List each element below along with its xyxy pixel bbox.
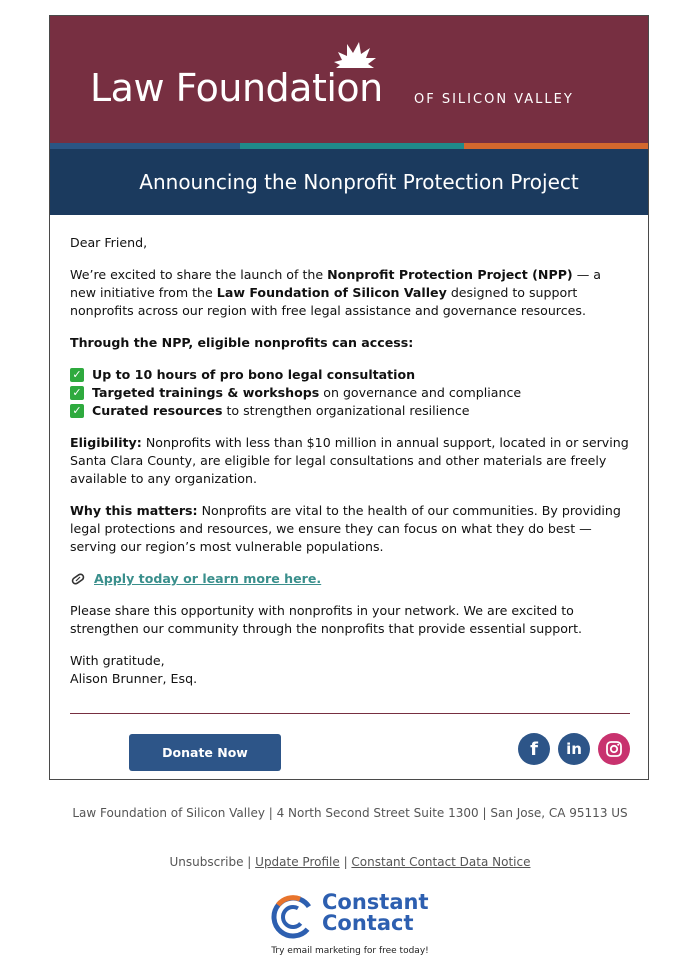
instagram-icon[interactable] — [598, 733, 630, 765]
footer-links: Unsubscribe | Update Profile | Constant Contact Data Notice — [169, 855, 531, 869]
constant-contact-tagline[interactable]: Try email marketing for free today! — [271, 946, 429, 956]
checkmark-icon: ✓ — [70, 404, 84, 418]
email-body — [70, 234, 630, 688]
email-card — [49, 15, 649, 780]
list-item: ✓ Up to 10 hours of pro bono legal consultation — [70, 366, 630, 384]
footer-address: Law Foundation of Silicon Valley | 4 North Second Street Suite 1300 | San Jose, CA 95113 US — [72, 806, 628, 820]
announcement-title: Announcing the Nonprofit Protection Project — [139, 170, 579, 194]
greeting: Dear Friend, — [70, 235, 148, 250]
linkedin-icon[interactable]: in — [558, 733, 590, 765]
share-paragraph: Please share this opportunity with nonprofits in your network. We are excited to strengthen our community through the nonprofits that provide essential support. — [70, 603, 583, 636]
header-banner — [50, 16, 648, 146]
list-item: ✓ Curated resources to strengthen organizational resilience — [70, 402, 630, 420]
constant-contact-logo-icon[interactable] — [270, 893, 320, 939]
announcement-banner — [50, 149, 648, 215]
access-heading: Through the NPP, eligible nonprofits can access: — [70, 335, 414, 350]
checkmark-icon: ✓ — [70, 368, 84, 382]
why-paragraph: Why this matters: Nonprofits are vital to the health of our communities. By providing legal protections and resources, we ensure they can focus on what they do best — serving our region’s most vulnerable populations. — [70, 503, 621, 554]
update-profile-link[interactable]: Update Profile — [255, 855, 340, 869]
checkmark-icon: ✓ — [70, 386, 84, 400]
logo-subtitle: OF SILICON VALLEY — [414, 92, 574, 107]
apply-line — [70, 570, 630, 588]
closing-block: With gratitude, Alison Brunner, Esq. — [70, 653, 198, 686]
facebook-icon[interactable]: f — [518, 733, 550, 765]
paperclip-icon — [70, 571, 86, 587]
signature: Alison Brunner, Esq. — [70, 671, 198, 686]
divider — [70, 713, 630, 714]
apply-link[interactable]: Apply today or learn more here. — [94, 571, 322, 586]
unsubscribe-link[interactable]: Unsubscribe — [169, 855, 244, 869]
eligibility-paragraph: Eligibility: Nonprofits with less than $10 million in annual support, located in or serving Santa Clara County, are eligible for legal consultations and other materials are freely available to any organization. — [70, 435, 629, 486]
data-notice-link[interactable]: Constant Contact Data Notice — [351, 855, 531, 869]
donate-button[interactable]: Donate Now — [129, 734, 281, 771]
benefits-list — [70, 366, 630, 420]
intro-paragraph: We’re excited to share the launch of the Nonprofit Protection Project (NPP) — a new initiative from the Law Foundation of Silicon Valley designed to support nonprofits across our region with free legal assistance and governance resources. — [70, 267, 602, 318]
list-item: ✓ Targeted trainings & workshops on governance and compliance — [70, 384, 630, 402]
constant-contact-wordmark[interactable]: Constant Contact — [322, 890, 429, 935]
logo-wordmark: Law Foundation — [90, 66, 383, 110]
